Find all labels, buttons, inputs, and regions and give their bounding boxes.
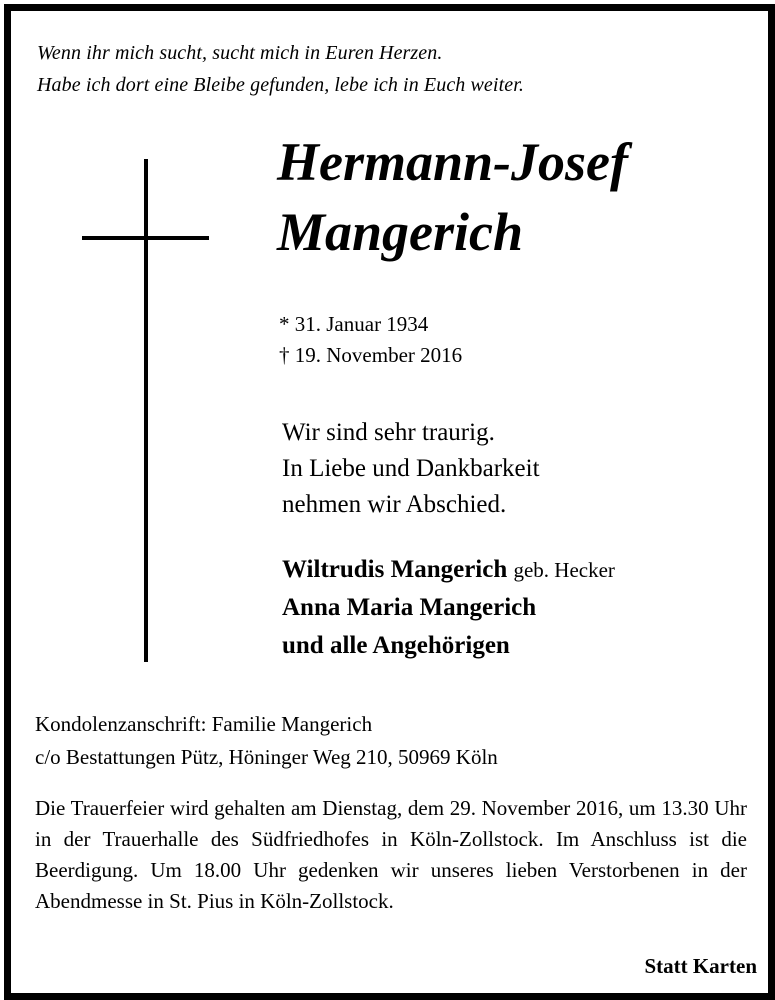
condolence-address [35,708,498,774]
obituary-notice [4,4,775,1000]
spouse-name: Wiltrudis Mangerich [282,556,508,583]
relative-name: Anna Maria Mangerich [282,594,537,621]
cross-vertical-bar [144,159,148,662]
address-line: Kondolenzanschrift: Familie Mangerich [35,712,373,736]
deceased-first-name: Hermann-Josef [277,132,628,192]
motto-line: Habe ich dort eine Bleibe gefunden, lebe ich in Euch weiter. [37,74,524,96]
mourning-line: Wir sind sehr traurig. [282,419,495,446]
life-dates [279,309,462,371]
mourner-relative [282,589,615,627]
mourner-others [282,627,615,665]
funeral-notice: Die Trauerfeier wird gehalten am Dienstag, dem 29. November 2016, um 13.30 Uhr in der Trauerhalle des Südfriedhofes in Köln-Zollstock. Im Anschluss ist die Beerdigung. Um 18.00 Uhr gedenken wir unseres lieben Verstorbenen in der Abendmesse in St. Pius in Köln-Zollstock. [35,796,747,913]
others-label: und alle Angehörigen [282,632,510,659]
birth-date: * 31. Januar 1934 [279,312,429,336]
address-line: c/o Bestattungen Pütz, Höninger Weg 210, 50969 Köln [35,745,498,769]
mourning-line: nehmen wir Abschied. [282,491,507,518]
closing-note: Statt Karten [644,954,757,978]
death-date: † 19. November 2016 [279,343,463,367]
mourning-text [282,415,540,523]
cross-horizontal-bar [82,236,209,240]
motto-line: Wenn ihr mich sucht, sucht mich in Euren Herzen. [37,42,443,64]
mourning-line: In Liebe und Dankbarkeit [282,455,540,482]
deceased-name [277,127,628,267]
motto-quote [37,37,524,101]
spouse-maiden-name: geb. Hecker [513,558,615,582]
mourners-list [282,551,615,665]
mourner-spouse [282,551,615,589]
deceased-last-name: Mangerich [277,202,524,262]
